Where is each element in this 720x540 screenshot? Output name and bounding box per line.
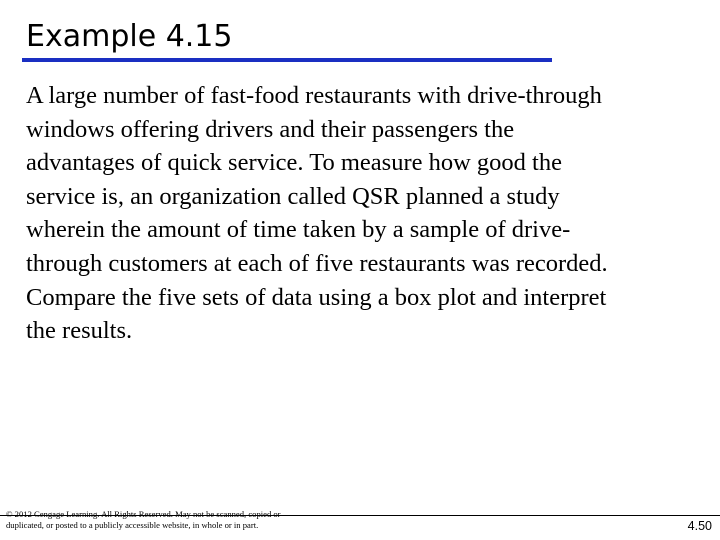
body-line: A large number of fast-food restaurants with drive-through [26,82,602,109]
body-line: the results. [26,317,133,345]
body-line: service is, an organization called QSR planned a study [26,182,560,210]
problem-statement [26,79,696,348]
slide-title: Example 4.15 [26,19,233,54]
title-underline [22,58,552,62]
body-line: advantages of quick service. To measure how good the [26,149,562,177]
copyright-line: © 2012 Cengage Learning. All Rights Reserved. May not be scanned, copied or [6,509,281,519]
body-line: through customers at each of five restaurants was recorded. [26,249,608,277]
page-number: 4.50 [687,519,712,533]
body-line: Compare the five sets of data using a box plot and interpret [26,283,607,311]
body-line: windows offering drivers and their passengers the [26,115,515,143]
copyright-notice [6,509,281,531]
copyright-line: duplicated, or posted to a publicly accessible website, in whole or in part. [6,520,259,530]
body-line: wherein the amount of time taken by a sample of drive- [26,216,571,244]
